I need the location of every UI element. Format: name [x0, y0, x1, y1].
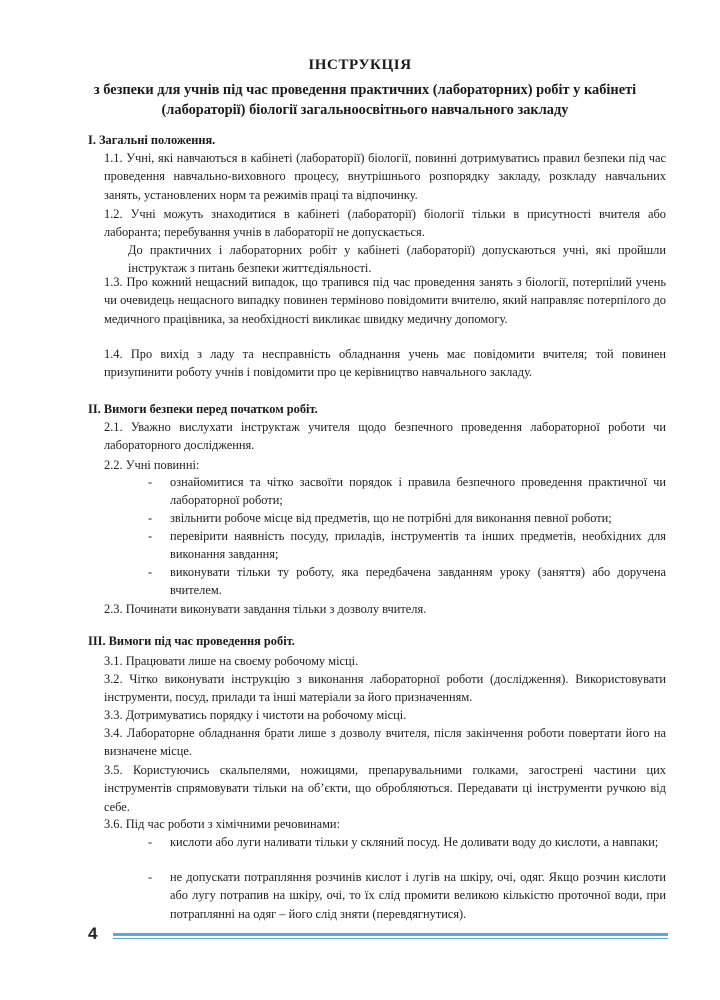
- bullet-item: [148, 509, 666, 527]
- item-number: 3.3.: [104, 708, 123, 722]
- dash-marker: -: [148, 835, 153, 849]
- footer-rule: [113, 933, 668, 936]
- item-text: Лабораторне обладнання брати лише з дозволу вчителя, після закінчення роботи повертати його на визначене місце.: [104, 726, 666, 759]
- section-heading: ІІІ. Вимоги під час проведення робіт.: [88, 634, 295, 648]
- item-number: 1.4.: [104, 347, 123, 361]
- list-item: [104, 149, 666, 204]
- item-number: 2.2.: [104, 458, 123, 472]
- item-text: Про вихід з ладу та несправність обладнання учень має повідомити вчителя; той повинен призупинити роботу учнів і повідомити про це керівництво навчального закладу.: [104, 347, 666, 380]
- item-number: 1.2.: [104, 207, 123, 221]
- list-item: [104, 205, 666, 242]
- item-number: 3.2.: [104, 672, 123, 686]
- list-item: [104, 706, 666, 724]
- item-text: Учні повинні:: [125, 458, 200, 472]
- dash-marker: -: [148, 565, 153, 579]
- list-item: [104, 456, 666, 474]
- dash-marker: -: [148, 529, 153, 543]
- bullet-item: [148, 527, 666, 564]
- item-text: Про кожний нещасний випадок, що трапився під час проведення занять з біології, потерпілий учень чи очевидець нещасного випадку повинен терміново повідомити вчителю, який направляє потерпілого до медичного працівника, за необхідності викликає швидку медичну допомогу.: [104, 275, 666, 326]
- bullet-item: [148, 833, 666, 851]
- bullet-item: [148, 868, 666, 923]
- page-number: 4: [88, 924, 98, 943]
- document-title: ІНСТРУКЦІЯ: [308, 57, 412, 73]
- item-number: 3.4.: [104, 726, 123, 740]
- item-text: Учні, які навчаються в кабінеті (лабораторії) біології, повинні дотримуватись правил безпеки під час проведення навчально-виховного процесу, внутрішнього розпорядку закладу, розкладу навчальних занять, установлених норм та режимів праці та відпочинку.: [104, 151, 666, 202]
- item-number: 1.1.: [104, 151, 123, 165]
- list-item: [104, 761, 666, 816]
- footer-rule-thin: [113, 938, 668, 939]
- item-number: 3.5.: [104, 763, 123, 777]
- item-number: 3.1.: [104, 654, 123, 668]
- item-number: 2.3.: [104, 602, 123, 616]
- list-item: [104, 652, 666, 670]
- list-item: [104, 345, 666, 382]
- list-item: [104, 418, 666, 455]
- bullet-text: не допускати потрапляння розчинів кислот і лугів на шкіру, очі, одяг. Якщо розчин кислоти або лугу потрапив на шкіру, очі, то їх слід промити великою кількістю проточної води, при потраплянні на одяг – його слід зняти (перевдягнутися).: [170, 870, 666, 921]
- item-text: Під час роботи з хімічними речовинами:: [125, 817, 341, 831]
- document-subtitle: з безпеки для учнів під час проведення практичних (лабораторних) робіт у кабінеті (лабораторії) біології загальноосвітнього навчального закладу: [93, 82, 637, 118]
- list-item: [104, 600, 666, 618]
- section-heading: І. Загальні положення.: [88, 133, 216, 147]
- list-item: [104, 670, 666, 707]
- item-text: Користуючись скальпелями, ножицями, препарувальними голками, загострені частини цих інструментів спрямовувати тільки на об’єкти, що обробляються. Передавати ці інструменти ручкою від себе.: [104, 763, 666, 814]
- section-heading: ІІ. Вимоги безпеки перед початком робіт.: [88, 402, 318, 416]
- bullet-text: звільнити робоче місце від предметів, що не потрібні для виконання певної роботи;: [170, 511, 612, 525]
- bullet-text: ознайомитися та чітко засвоїти порядок і правила безпечного проведення практичної чи лабораторної роботи;: [170, 475, 666, 508]
- item-paragraph: До практичних і лабораторних робіт у кабінеті (лабораторії) допускаються учні, які пройшли інструктаж з питань безпеки життєдіяльності.: [128, 243, 666, 276]
- bullet-text: перевірити наявність посуду, приладів, інструментів та інших предметів, необхідних для виконання завдання;: [170, 529, 666, 562]
- bullet-item: [148, 563, 666, 600]
- item-text: Уважно вислухати інструктаж учителя щодо безпечного проведення лабораторної роботи чи лабораторного дослідження.: [104, 420, 666, 453]
- item-text: Чітко виконувати інструкцію з виконання лабораторної роботи (дослідження). Використовувати інструменти, посуд, прилади та інші матеріали за його призначенням.: [104, 672, 666, 705]
- dash-marker: -: [148, 475, 153, 489]
- item-number: 3.6.: [104, 817, 123, 831]
- bullet-text: кислоти або луги наливати тільки у скляний посуд. Не доливати воду до кислоти, а навпаки;: [170, 835, 659, 849]
- list-item: [104, 724, 666, 761]
- item-text: Починати виконувати завдання тільки з дозволу вчителя.: [125, 602, 427, 616]
- item-text: Дотримуватись порядку і чистоти на робочому місці.: [125, 708, 407, 722]
- bullet-item: [148, 473, 666, 510]
- dash-marker: -: [148, 870, 153, 884]
- item-text: Працювати лише на своєму робочому місці.: [125, 654, 359, 668]
- bullet-text: виконувати тільки ту роботу, яка передбачена завданням уроку (заняття) або доручена вчителем.: [170, 565, 666, 598]
- item-number: 1.3.: [104, 275, 123, 289]
- item-number: 2.1.: [104, 420, 123, 434]
- list-item: [104, 273, 666, 328]
- item-text: Учні можуть знаходитися в кабінеті (лабораторії) біології тільки в присутності вчителя або лаборанта; перебування учнів в лабораторії не допускається.: [104, 207, 666, 240]
- dash-marker: -: [148, 511, 153, 525]
- list-item: [104, 815, 666, 833]
